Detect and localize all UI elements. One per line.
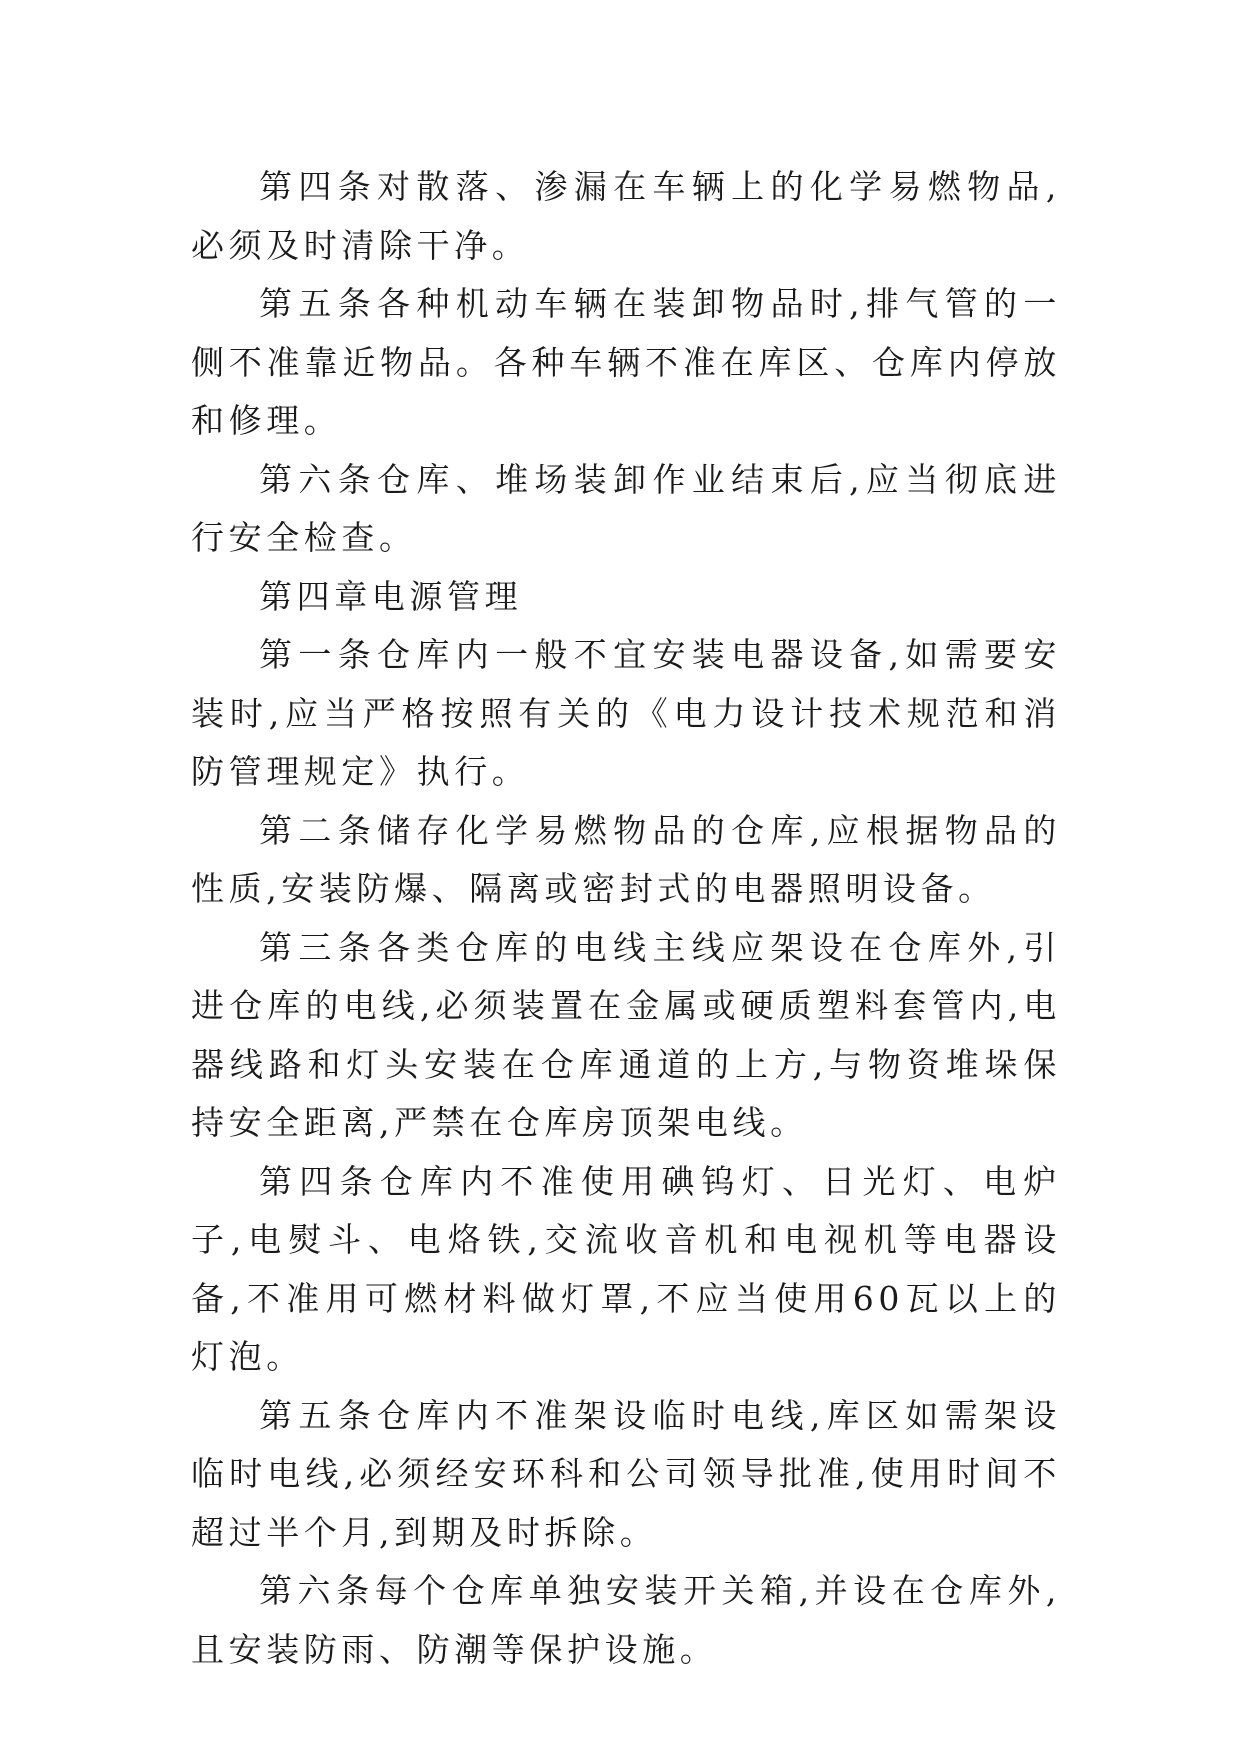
article-5-paragraph: 第五条各种机动车辆在装卸物品时,排气管的一侧不准靠近物品。各种车辆不准在库区、仓库内停放和修理。 [191,284,1061,440]
chapter-4-heading: 第四章电源管理 [259,576,523,616]
power-article-2-paragraph: 第二条储存化学易燃物品的仓库,应根据物品的性质,安装防爆、隔离或密封式的电器照明设备。 [191,810,1061,908]
power-article-6-paragraph: 第六条每个仓库单独安装开关箱,并设在仓库外,且安装防雨、防潮等保护设施。 [191,1571,1061,1669]
power-article-3-paragraph: 第三条各类仓库的电线主线应架设在仓库外,引进仓库的电线,必须装置在金属或硬质塑料套管内,电器线路和灯头安装在仓库通道的上方,与物资堆垛保持安全距离,严禁在仓库房顶架电线。 [191,927,1061,1142]
power-article-5-paragraph: 第五条仓库内不准架设临时电线,库区如需架设临时电线,必须经安环科和公司领导批准,使用时间不超过半个月,到期及时拆除。 [191,1395,1061,1552]
power-article-4-paragraph: 第四条仓库内不准使用碘钨灯、日光灯、电炉子,电熨斗、电烙铁,交流收音机和电视机等电器设备,不准用可燃材料做灯罩,不应当使用60瓦以上的灯泡。 [191,1161,1061,1376]
article-4-paragraph: 第四条对散落、渗漏在车辆上的化学易燃物品,必须及时清除干净。 [191,167,1061,265]
document-body [191,158,1061,1679]
article-6-paragraph: 第六条仓库、堆场装卸作业结束后,应当彻底进行安全检查。 [191,459,1061,557]
power-article-1-paragraph: 第一条仓库内一般不宜安装电器设备,如需要安装时,应当严格按照有关的《电力设计技术规范和消防管理规定》执行。 [191,635,1061,791]
